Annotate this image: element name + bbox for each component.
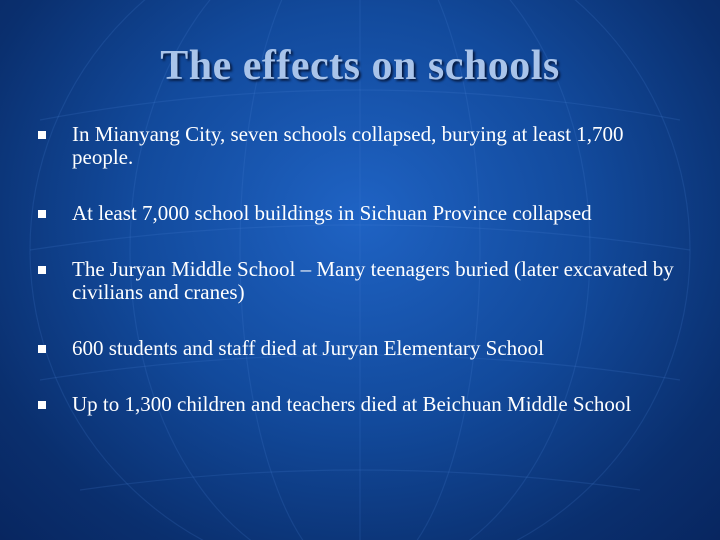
bullet-list [38, 123, 688, 416]
square-bullet-icon [38, 401, 46, 409]
bullet-item [38, 123, 688, 169]
bullet-text: At least 7,000 school buildings in Sichuan Province collapsed [72, 201, 592, 225]
bullet-text: 600 students and staff died at Juryan Elementary School [72, 336, 545, 360]
bullet-text: The Juryan Middle School – Many teenagers buried (later excavated by civilians and cranes) [72, 257, 674, 304]
bullet-item [38, 258, 688, 304]
bullet-item [38, 202, 688, 225]
slide-title: The effects on schools [160, 43, 560, 89]
square-bullet-icon [38, 345, 46, 353]
bullet-text: Up to 1,300 children and teachers died at Beichuan Middle School [72, 392, 632, 416]
square-bullet-icon [38, 266, 46, 274]
square-bullet-icon [38, 131, 46, 139]
bullet-item [38, 337, 688, 360]
bullet-item [38, 393, 688, 416]
bullet-text: In Mianyang City, seven schools collapsed, burying at least 1,700 people. [72, 122, 624, 169]
square-bullet-icon [38, 210, 46, 218]
